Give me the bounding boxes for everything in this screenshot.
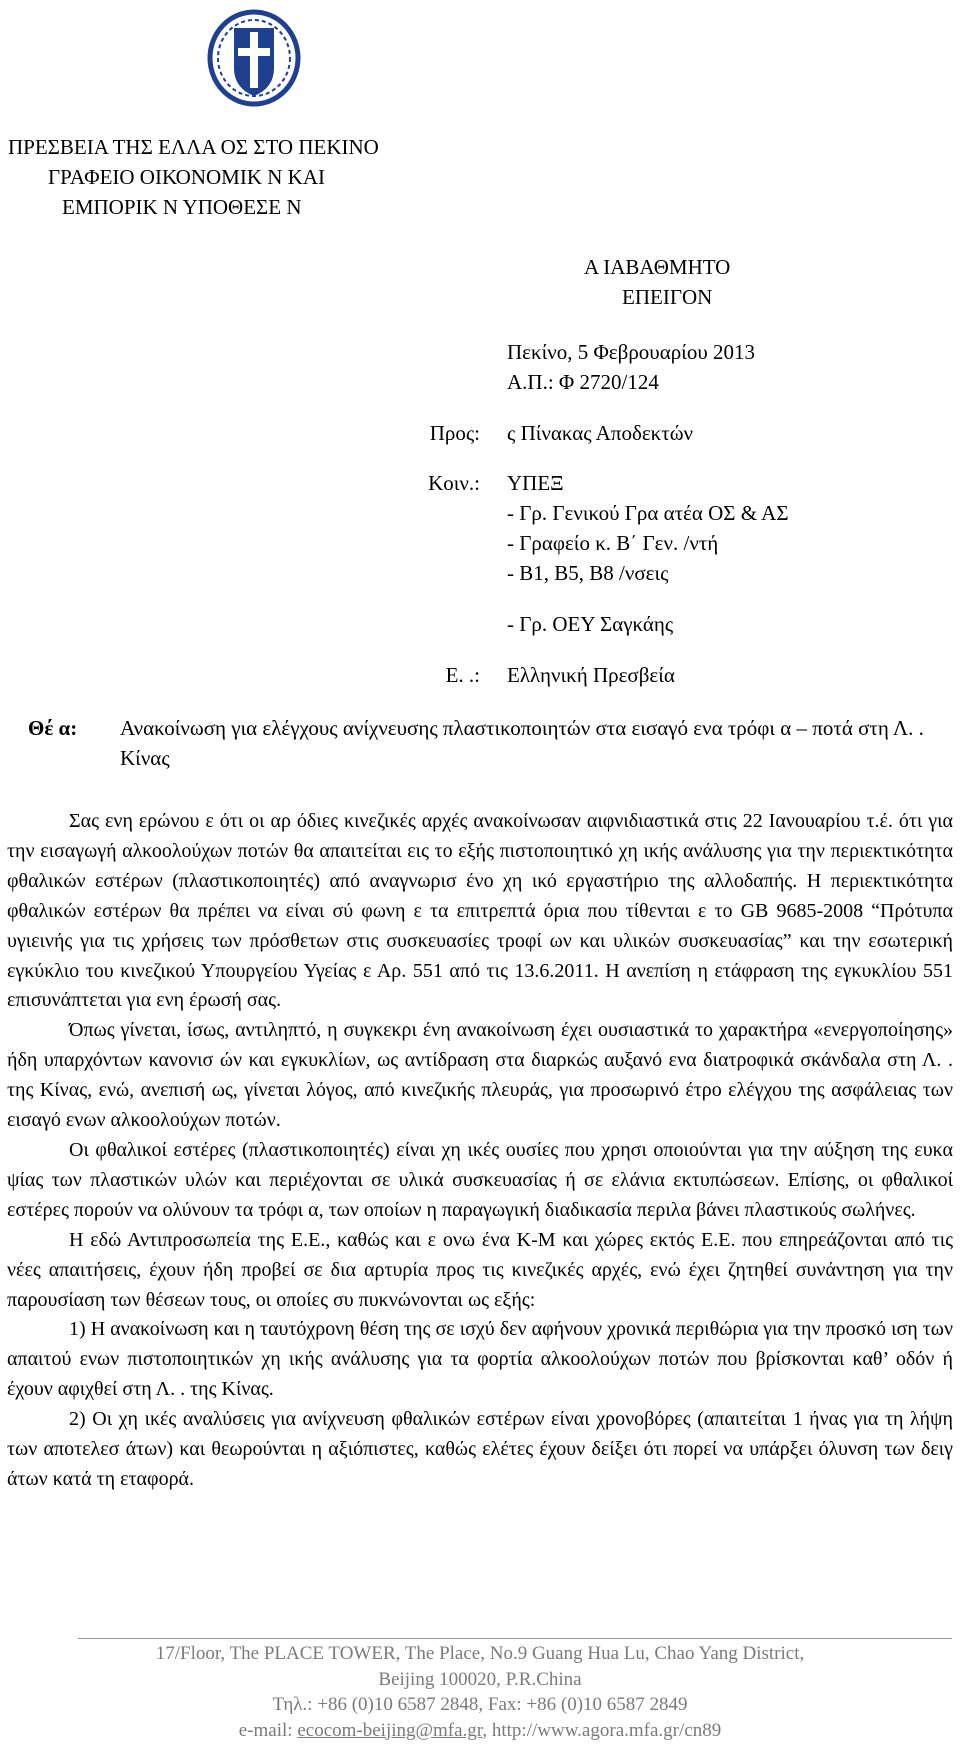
email-link[interactable]: ecocom-beijing@mfa.gr (297, 1719, 483, 1741)
letter-date: Πεκίνο, 5 Φεβρουαρίου 2013 (507, 340, 755, 364)
contact-separator: , (482, 1719, 492, 1741)
footer-address-line: Beijing 100020, P.R.China (378, 1668, 582, 1690)
cc-list (507, 468, 789, 588)
classification-block (584, 252, 730, 312)
cc-extra: - Γρ. ΟΕΥ Σαγκάης (507, 612, 674, 636)
cc-item: - Β1, Β5, Β8 /νσεις (507, 561, 669, 585)
body-paragraph: Οι φθαλικοί εστέρες (πλαστικοποιητές) είναι χη ικές ουσίες που χρησι οποιούνται για την αύξηση της ευκα ψίας των πλαστικών υλών και περιέχονται σε υλικά συσκευασίας ή σε ελάνια εκτυπώσεων. Επίσης, οι φθαλικοί εστέρες πορούν να ολύνουν τα τρόφι α, των οποίων η παραγωγική διαδικασία περιλα βάνει πλαστικούς σωλήνες. (7, 1138, 953, 1221)
website-link[interactable]: http://www.agora.mfa.gr/cn89 (491, 1719, 722, 1741)
email-label: e-mail: (238, 1719, 298, 1741)
cc-item: - Γραφείο κ. Β΄ Γεν. /ντή (507, 531, 719, 555)
protocol-number: Α.Π.: Φ 2720/124 (507, 370, 659, 394)
footer-address-line: 17/Floor, The PLACE TOWER, The Place, No.9 Guang Hua Lu, Chao Yang District, (155, 1643, 805, 1664)
footer-contact (0, 1718, 960, 1744)
sender-block (0, 132, 379, 222)
date-ref-block (507, 337, 755, 397)
internal-distribution-value: Ελληνική Πρεσβεία (507, 663, 675, 687)
cc-label: Κοιν.: (428, 471, 480, 495)
sender-line: ΠΡΕΣΒΕΙΑ ΤΗΣ ΕΛΛΑ ΟΣ ΣΤΟ ΠΕΚΙΝΟ (8, 135, 379, 159)
body-paragraph: Όπως γίνεται, ίσως, αντιληπτό, η συγκεκρι ένη ανακοίνωση έχει ουσιαστικά το χαρακτήρα «ενεργοποίησης» ήδη υπαρχόντων κανονισ ών και εγκυκλίων, ως αντίδραση στα διαρκώς αυξανό ενα διατροφικά σκάνδαλα στη Λ. . της Κίνας, ενώ, ανεπισή ως, γίνεται λόγος, από κινεζικής πλευράς, για προσωρινό έτρο ελέγχου της ασφάλειας των εισαγό ενων αλκοολούχων ποτών. (7, 1019, 953, 1132)
cc-item: ΥΠΕΞ (507, 471, 564, 495)
body-paragraph: Η εδώ Αντιπροσωπεία της Ε.Ε., καθώς και ε ονω ένα Κ-Μ και χώρες εκτός Ε.Ε. που επηρεάζονται από τις νέες απαιτήσεις, έχουν ήδη προβεί σε δια αρτυρία προς τις κινεζικές αρχές, ενώ έχει ζητηθεί συνάντηση για την παρουσίαση των θέσεων τους, οι οποίες συ πυκνώνονται ως εξής: (7, 1228, 953, 1311)
to-label: Προς: (429, 421, 480, 445)
body-paragraph: 2) Οι χη ικές αναλύσεις για ανίχνευση φθαλικών εστέρων είναι χρονοβόρες (απαιτείται 1 ήνας για τη λήψη των αποτελεσ άτων) και θεωρούνται η αξιόπιστες, καθώς ελέτες έχουν δείξει ότι πορεί να υπάρξει όλυνση των δειγ άτων κατά τη εταφορά. (7, 1408, 953, 1490)
to-value: ς Πίνακας Αποδεκτών (507, 421, 694, 445)
footer (0, 1641, 960, 1743)
letter-body (7, 807, 953, 1495)
sender-line: ΓΡΑΦΕΙΟ ΟΙΚΟΝΟΜΙΚ Ν ΚΑΙ (48, 165, 325, 189)
body-paragraph: Σας ενη ερώνου ε ότι οι αρ όδιες κινεζικές αρχές ανακοίνωσαν αιφνιδιαστικά στις 22 Ιανουαρίου τ.έ. ότι για την εισαγωγή αλκοολούχων ποτών θα απαιτείται εις το εξής πιστοποιητικό χη ικής ανάλυσης για την περιεκτικότητα φθαλικών εστέρων (πλαστικοποιητές) από αναγνωρισ ένο χη ικό εργαστήριο της αλλοδαπής. Η περιεκτικότητα φθαλικών εστέρων θα πρέπει να είναι σύ φωνη ε τα επιτρεπτά όρια που τίθενται ε το GB 9685-2008 “Πρότυπα υγιεινής για τις χρήσεις των πρόσθετων στις συσκευασίες τροφί ων και υλικών συσκευασίας” και την εσωτερική εγκύκλιο του κινεζικού Υπουργείου Υγείας ε Αρ. 551 από τις 13.6.2011. Η ανεπίση η ετάφραση της εγκυκλίου 551 επισυνάπτεται για ενη έρωσή σας. (7, 810, 953, 1012)
hellenic-republic-emblem (206, 8, 302, 108)
cc-item: - Γρ. Γενικού Γρα ατέα ΟΣ & ΑΣ (507, 501, 789, 525)
internal-distribution-label: Ε. .: (445, 663, 480, 687)
footer-divider (78, 1638, 952, 1639)
subject-text: Ανακοίνωση για ελέγχους ανίχνευσης πλαστικοποιητών στα εισαγό ενα τρόφι α – ποτά στη Λ. . Κίνας (120, 716, 924, 770)
classification-line: Α ΙΑΒΑΘΜΗΤΟ (584, 255, 731, 279)
subject-label: Θέ α: (28, 716, 78, 740)
body-paragraph: 1) Η ανακοίνωση και η ταυτόχρονη θέση της σε ισχύ δεν αφήνουν χρονικά περιθώρια για την προσκό ιση των απαιτού ενων πιστοποιητικών χη ικής ανάλυσης για τα φορτία αλκοολούχων ποτών που βρίσκονται καθ’ οδόν ή έχουν αφιχθεί στη Λ. . της Κίνας. (7, 1318, 953, 1401)
footer-phone: Τηλ.: +86 (0)10 6587 2848, Fax: +86 (0)10 6587 2849 (272, 1694, 688, 1715)
classification-line: ΕΠΕΙΓΟΝ (622, 285, 713, 309)
sender-line: ΕΜΠΟΡΙΚ Ν ΥΠΟΘΕΣΕ Ν (62, 195, 302, 219)
